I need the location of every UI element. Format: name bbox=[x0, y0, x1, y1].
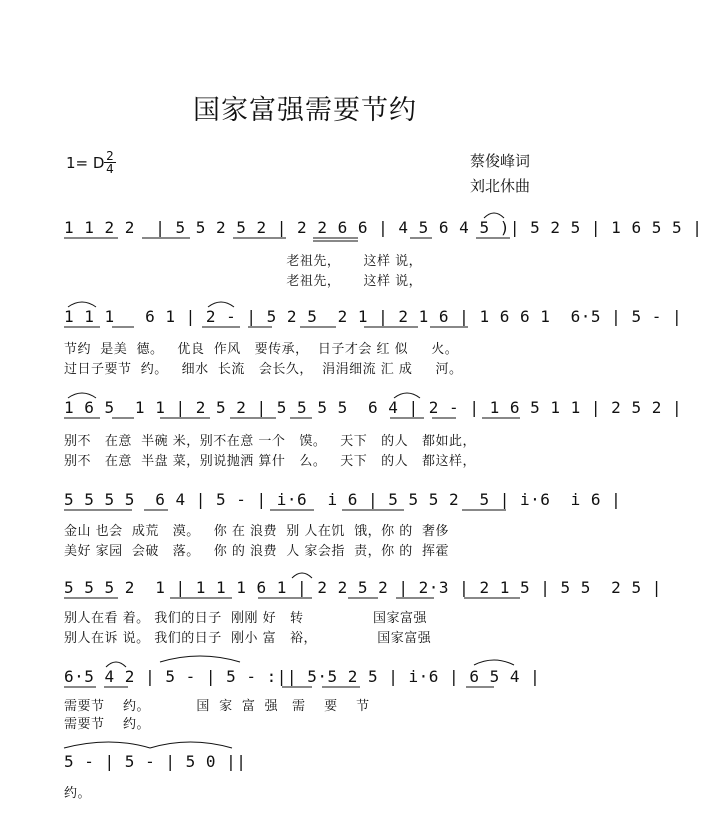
lyric-line-1b: 老祖先， 这样 说， bbox=[64, 274, 423, 289]
lyricist: 蔡俊峰词 bbox=[470, 152, 531, 170]
slur bbox=[474, 660, 514, 665]
notation-line-1: 1 1 2 2 | 5 5 2 5 2 | 2 2 6 6 | 4 5 6 4 5 )| 5 2 5 | 1 6 5 5 | bbox=[64, 218, 702, 237]
slur bbox=[292, 573, 312, 578]
time-signature-bottom: 4 bbox=[106, 162, 114, 176]
lyric-line-4b: 美好 家园 会破 落。 你 的 浪费 人 家会指 责，你 的 挥霍 bbox=[64, 544, 450, 559]
notation-line-7: 5 - | 5 - | 5 0 || bbox=[64, 752, 247, 771]
notation-line-5: 5 5 5 2 1 | 1 1 1 6 1 | 2 2 5 2 | 2·3 | 2 1 5 | 5 5 2 5 | bbox=[64, 578, 662, 597]
lyric-line-6b: 需要节 约。 bbox=[64, 717, 151, 732]
lyric-line-2a: 节约 是美 德。 优良 作风 要传承， 日子才会 红 似 火。 bbox=[64, 342, 459, 357]
lyric-line-3a: 别不 在意 半碗 米，别不在意 一个 馍。 天下 的人 都如此， bbox=[64, 434, 477, 449]
lyric-line-2b: 过日子要节 约。 细水 长流 会长久， 涓涓细流 汇 成 河。 bbox=[64, 362, 463, 377]
tie bbox=[64, 742, 150, 748]
slur bbox=[484, 213, 504, 218]
slur bbox=[106, 662, 126, 667]
lyric-line-5a: 别人在看 着。 我们的日子 刚刚 好 转 国家富强 bbox=[64, 611, 428, 626]
notation-line-2: 1 1 1 6 1 | 2 - | 5 2 5 2 1 | 2 1 6 | 1 6 6 1 6·5 | 5 - | bbox=[64, 307, 683, 326]
slur bbox=[208, 302, 234, 307]
page-title: 国家富强需要节约 bbox=[193, 95, 417, 126]
time-signature-top: 2 bbox=[104, 150, 116, 163]
slur bbox=[68, 393, 96, 398]
slur bbox=[394, 393, 420, 398]
lyric-line-1a: 老祖先， 这样 说， bbox=[64, 254, 423, 269]
composer: 刘北休曲 bbox=[470, 177, 531, 195]
slur bbox=[68, 302, 96, 307]
lyric-line-5b: 别人在诉 说。 我们的日子 刚小 富 裕， 国家富强 bbox=[64, 631, 432, 646]
notation-line-4: 5 5 5 5 6 4 | 5 - | i·6 i 6 | 5 5 5 2 5 | i·6 i 6 | bbox=[64, 490, 622, 509]
notation-line-6: 6·5 4 2 | 5 - | 5 - :|| 5·5 2 5 | i·6 | 6 5 4 | bbox=[64, 667, 541, 686]
lyric-line-4a: 金山 也会 成荒 漠。 你 在 浪费 别 人在饥 饿，你 的 奢侈 bbox=[64, 524, 450, 539]
key-signature: 1= D bbox=[66, 154, 105, 172]
lyric-line-3b: 别不 在意 半盘 菜，别说抛洒 算什 么。 天下 的人 都这样， bbox=[64, 454, 477, 469]
tie bbox=[160, 656, 240, 662]
lyric-line-7a: 约。 bbox=[64, 786, 92, 801]
notation-line-3: 1 6 5 1 1 | 2 5 2 | 5 5 5 5 6 4 | 2 - | 1 6 5 1 1 | 2 5 2 | bbox=[64, 398, 683, 417]
lyric-line-6a: 需要节 约。 国 家 富 强 需 要 节 bbox=[64, 699, 370, 714]
tie bbox=[150, 742, 232, 748]
